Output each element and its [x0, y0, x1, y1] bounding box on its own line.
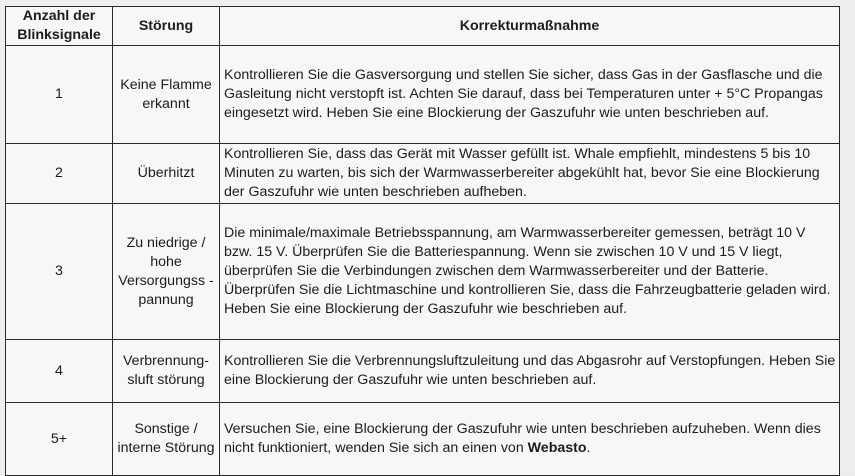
- table-row: [6, 403, 840, 476]
- fault-cell: Sonstige / interne Störung: [113, 403, 220, 476]
- blink-count-cell: 1: [6, 46, 113, 144]
- corrective-action-cell: Die minimale/maximale Betriebsspannung, am Warmwasserbereiter gemessen, beträgt 10 V bzw. 15 V. Überprüfen Sie die Batteriespannung. Wenn sie zwischen 10 V und 15 V liegt, überprüfen Sie die Verbindungen zwischen dem Warmwasserbereiter und der Batterie. Überprüfen Sie die Lichtmaschine und kontrollieren Sie, dass die Fahrzeugbatterie geladen wird. Heben Sie eine Blockierung der Gaszufuhr wie beschrieben auf.: [220, 204, 840, 340]
- corrective-action-cell: Kontrollieren Sie die Gasversorgung und stellen Sie sicher, dass Gas in der Gasflasche und die Gasleitung nicht verstopft ist. Achten Sie darauf, dass bei Temperaturen unter + 5°C Propangas eingesetzt wird. Heben Sie eine Blockierung der Gaszufuhr wie unten beschrieben auf.: [220, 46, 840, 144]
- fault-cell: Keine Flamme erkannt: [113, 46, 220, 144]
- table-row: [6, 340, 840, 403]
- fault-cell: Verbrennung-sluft störung: [113, 340, 220, 403]
- table-header-row: [6, 7, 840, 46]
- header-blink-count: Anzahl der Blinksignale: [6, 7, 113, 46]
- table-row: [6, 46, 840, 144]
- header-fault: Störung: [113, 7, 220, 46]
- sentence-end: .: [586, 439, 591, 456]
- brand-name: Webasto: [527, 439, 587, 456]
- table-row: [6, 204, 840, 340]
- corrective-action-cell: Kontrollieren Sie, dass das Gerät mit Wasser gefüllt ist. Whale empfiehlt, mindestens 5 bis 10 Minuten zu warten, bis sich der Warmwasserbereiter abgekühlt hat, bevor Sie eine Blockierung der Gaszufuhr wie unten beschrieben aufheben.: [220, 144, 840, 204]
- corrective-action-cell: Kontrollieren Sie die Verbrennungsluftzuleitung und das Abgasrohr auf Verstopfungen. Heben Sie eine Blockierung der Gaszufuhr wie unten beschrieben auf.: [220, 340, 840, 403]
- header-corrective-action: Korrekturmaßnahme: [220, 7, 840, 46]
- blink-count-cell: 2: [6, 144, 113, 204]
- blink-count-cell: 4: [6, 340, 113, 403]
- table-row: [6, 144, 840, 204]
- blink-count-cell: 5+: [6, 403, 113, 476]
- fault-code-table: [5, 6, 840, 476]
- fault-cell: Zu niedrige / hohe Versorgungss -pannung: [113, 204, 220, 340]
- corrective-action-text: Versuchen Sie, eine Blockierung der Gaszufuhr wie unten beschrieben aufzuheben. Wenn dies nicht funktioniert, wenden Sie sich an einen von: [224, 420, 821, 456]
- blink-count-cell: 3: [6, 204, 113, 340]
- corrective-action-cell: [220, 403, 840, 476]
- fault-cell: Überhitzt: [113, 144, 220, 204]
